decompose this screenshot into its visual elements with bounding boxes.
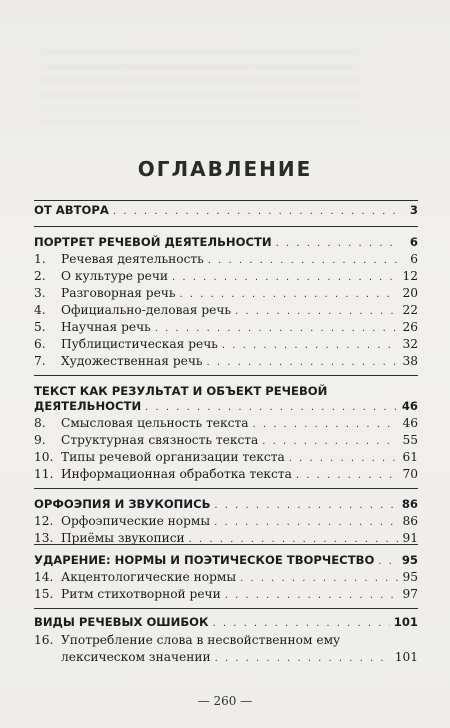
toc-entry: 11. Информационная обработка текста . . . 70 [34,466,418,484]
toc-page-number: 20 [402,286,418,300]
dot-leader [214,515,398,531]
dot-leader [262,434,398,450]
dot-leader [215,651,391,667]
toc-page-number: 97 [402,587,418,601]
toc-entry: 10. Типы речевой организации текста . . . 61 [34,449,418,467]
toc-page-number: 61 [402,450,418,464]
dot-leader [145,400,398,416]
toc-section-header: УДАРЕНИЕ: НОРМЫ И ПОЭТИЧЕСКОЕ ТВОРЧЕСТВО . . . 95 [34,552,418,570]
toc-page-number: 12 [402,269,418,283]
toc-page-number: 26 [402,320,418,334]
toc-page-number: 6 [409,235,418,249]
dot-leader [276,236,400,252]
page-title: ОГЛАВЛЕНИЕ [137,157,313,181]
toc-entry: лексическом значении . . . 101 [34,649,418,667]
toc-entry: 8. Смысловая цельность текста . . . 46 [34,415,418,433]
dot-leader [235,304,398,320]
dot-leader [289,451,399,467]
toc-page-number: 86 [401,497,418,511]
dot-leader [189,532,399,548]
dot-leader [207,355,399,371]
toc-section-header: ОРФОЭПИЯ И ЗВУКОПИСЬ . . . 86 [34,496,418,514]
toc-page-number: 46 [401,399,418,413]
dot-leader [214,498,397,514]
toc-page-number: 70 [402,467,418,481]
toc-entry: 13. Приёмы звукописи . . . 91 [34,530,418,548]
toc-page-number: 38 [402,354,418,368]
section-rule [34,608,418,609]
toc-page-number: 32 [402,337,418,351]
toc-entry: 4. Официально-деловая речь . . . 22 [34,302,418,320]
toc-page-number: 22 [402,303,418,317]
dot-leader [240,571,398,587]
dot-leader [252,417,398,433]
dot-leader [225,588,399,604]
toc-entry: 9. Структурная связность текста . . . 55 [34,432,418,450]
toc-page-number: 46 [402,416,418,430]
toc-page-number: 95 [401,553,418,567]
dot-leader [113,204,400,220]
toc-section-header: ВИДЫ РЕЧЕВЫХ ОШИБОК . . . 101 [34,614,418,632]
toc-entry: 12. Орфоэпические нормы . . . 86 [34,513,418,531]
section-rule [34,544,418,545]
toc-entry: 5. Научная речь . . . 26 [34,319,418,337]
toc-section-header: ОТ АВТОРА . . . 3 [34,202,418,220]
section-rule [34,488,418,489]
toc-entry: 3. Разговорная речь . . . 20 [34,285,418,303]
toc-page-number: 91 [402,531,418,545]
toc-page-number: 101 [394,650,418,664]
dot-leader [378,554,398,570]
toc-page-number: 3 [409,203,418,217]
dot-leader [296,468,399,484]
toc-section-header: ДЕЯТЕЛЬНОСТИ . . . 46 [34,398,418,416]
section-rule [34,200,418,201]
dot-leader [213,616,390,632]
toc-entry: 2. О культуре речи . . . 12 [34,268,418,286]
toc-page-number: 6 [410,252,418,266]
section-rule [34,375,418,376]
toc-entry: 7. Художественная речь . . . 38 [34,353,418,371]
dot-leader [222,338,399,354]
toc-entry-line1: 16. Употребление слова в несвойственном ему [34,633,341,647]
toc-page-number: 86 [402,514,418,528]
toc-page-number: 101 [393,615,418,629]
toc-entry: 15. Ритм стихотворной речи . . . 97 [34,586,418,604]
dot-leader [172,270,398,286]
page-footer-number: — 260 — [197,694,253,708]
toc-page-number: 95 [402,570,418,584]
dot-leader [208,253,400,269]
dot-leader [155,321,399,337]
dot-leader [180,287,399,303]
toc-entry: 1. Речевая деятельность . . . 6 [34,251,418,269]
bleed-through-text [40,40,360,130]
toc-entry: 6. Публицистическая речь . . . 32 [34,336,418,354]
section-rule [34,226,418,227]
toc-section-header: ПОРТРЕТ РЕЧЕВОЙ ДЕЯТЕЛЬНОСТИ . . . 6 [34,234,418,252]
toc-entry: 14. Акцентологические нормы . . . 95 [34,569,418,587]
toc-section-header-line1: ТЕКСТ КАК РЕЗУЛЬТАТ И ОБЪЕКТ РЕЧЕВОЙ [34,384,328,398]
toc-page-number: 55 [402,433,418,447]
